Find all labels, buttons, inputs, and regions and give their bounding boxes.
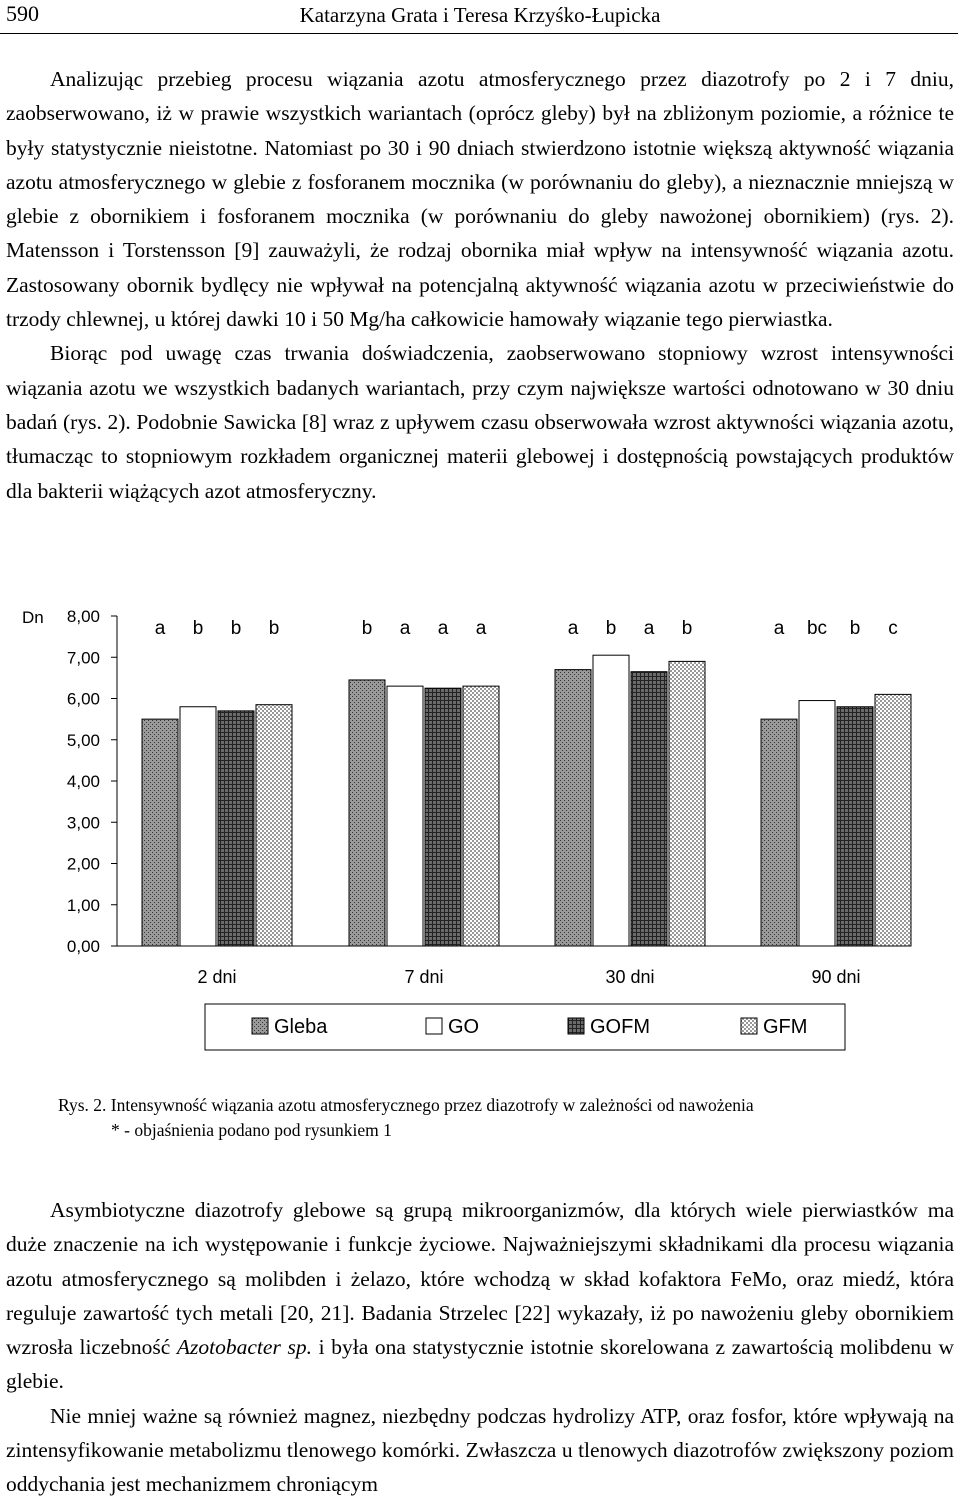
legend-swatch [426, 1018, 442, 1034]
paragraph: Biorąc pod uwagę czas trwania doświadczenia, zaobserwowano stopniowy wzrost intensywności wiązania azotu we wszystkich badanych wariantach, przy czym największe wartości odnotowano w 30 dniu badań (rys. 2). Podobnie Sawicka [8] wraz z upływem czasu obserwowała wzrost aktywności wiązania azotu, tłumacząc to stopniowym rozkładem organicznej materii glebowej i dostępnością powstających produktów dla bakterii wiążących azot atmosferyczny. [6, 341, 954, 503]
caption-line: Rys. 2. Intensywność wiązania azotu atmosferycznego przez diazotrofy w zależności od nawożenia [58, 1095, 754, 1115]
page-header [0, 0, 960, 36]
bar-go-3 [799, 701, 835, 946]
y-tick-label: 4,00 [66, 772, 100, 791]
paragraph: Analizując przebieg procesu wiązania azotu atmosferycznego przez diazotrofy po 2 i 7 dniu, zaobserwowano, iż w prawie wszystkich wariantach (oprócz gleby) był na zbliżonym poziomie, a różnice te były statystycznie nieistotne. Natomiast po 30 i 90 dniach stwierdzono istotnie większą aktywność wiązania azotu atmosferycznego w glebie z fosforanem mocznika (w porównaniu do gleby), a nieznacznie mniejszą w glebie z obornikiem i fosforanem mocznika (w porównaniu do gleby nawożonej obornikiem) (rys. 2). Matensson i Torstensson [9] zauważyli, że rodzaj obornika miał wpływ na intensywność wiązania azotu. Zastosowany obornik bydlęcy nie wpływał na potencjalną aktywność wiązania azotu w przeciwieństwie do trzody chlewnej, u której dawki 10 i 50 Mg/ha całkowicie hamowały wiązanie tego pierwiastka. [6, 67, 954, 332]
significance-letter: a [437, 618, 449, 639]
significance-letters [155, 618, 898, 639]
significance-letter: bc [806, 618, 828, 639]
significance-letter: a [154, 618, 166, 639]
bar-gfm-0 [256, 705, 292, 946]
bar-go-2 [593, 655, 629, 946]
bar-go-0 [180, 707, 216, 946]
page-number: 590 [6, 1, 39, 26]
significance-letter: a [643, 618, 655, 639]
y-tick-label: 0,00 [66, 937, 100, 956]
header-rule [0, 33, 958, 34]
figure-caption [58, 1093, 754, 1143]
y-tick-label: 8,00 [66, 607, 100, 626]
bar-gofm-1 [425, 688, 461, 946]
bar-gleba-1 [349, 680, 385, 946]
bar-gfm-1 [463, 686, 499, 946]
bar-go-1 [387, 686, 423, 946]
paragraph: Asymbiotyczne diazotrofy glebowe są grupą mikroorganizmów, dla których wiele pierwiastków ma duże znaczenie na ich występowanie i funkcje życiowe. Najważniejszymi składnikami dla procesu wiązania azotu atmosferycznego są molibden i żelazo, które wchodzą w skład kofaktora FeMo, oraz miedź, która reguluje zawartość tych metali [20, 21]. Badania Strzelec [22] wykazały, iż po nawożeniu gleby obornikiem wzrosła liczebność Azotobacter sp. i była ona statystycznie istotnie skorelowana z zawartością molibdenu w glebie. [6, 1198, 954, 1394]
legend-swatch [568, 1018, 584, 1034]
bar-chart [0, 596, 960, 1086]
significance-letter: a [773, 618, 785, 639]
bar-gleba-2 [555, 670, 591, 946]
y-axis-label: Dn [22, 608, 44, 627]
significance-letter: a [475, 618, 487, 639]
legend-swatch [741, 1018, 757, 1034]
y-tick-label: 2,00 [66, 854, 100, 874]
y-axis [67, 607, 117, 956]
bar-gleba-3 [761, 719, 797, 946]
significance-letter: a [399, 618, 411, 639]
paragraph: Nie mniej ważne są również magnez, niezbędny podczas hydrolizy ATP, oraz fosfor, które wpływają na zintensyfikowanie metabolizmu tlenowego komórki. Zwłaszcza u tlenowych diazotrofów zwiększony poziom oddychania jest mechanizmem chroniącym [6, 1403, 954, 1497]
y-tick-label: 1,00 [66, 895, 100, 915]
legend-swatch [252, 1018, 268, 1034]
species-name: Azotobacter sp. [176, 1335, 312, 1360]
bar-gfm-2 [669, 661, 705, 946]
legend-label: Gleba [274, 1016, 328, 1038]
significance-letter: b [681, 618, 693, 639]
x-tick-label: 7 dni [404, 967, 444, 987]
y-tick-label: 5,00 [66, 730, 100, 750]
y-tick-label: 7,00 [66, 648, 100, 668]
body-text-bottom [6, 1193, 954, 1502]
x-axis-labels [117, 946, 906, 987]
running-head-authors: Katarzyna Grata i Teresa Krzyśko-Łupicka [299, 3, 661, 27]
legend-label: GFM [763, 1016, 808, 1038]
legend [205, 1004, 845, 1050]
significance-letter: b [605, 618, 617, 639]
significance-letter: a [567, 618, 579, 639]
y-tick-label: 3,00 [66, 813, 100, 833]
x-tick-label: 30 dni [605, 967, 655, 987]
significance-letter: b [268, 618, 280, 639]
bar-gofm-0 [218, 711, 254, 946]
significance-letter: b [361, 618, 373, 639]
bar-gofm-2 [631, 672, 667, 946]
significance-letter: b [849, 618, 861, 639]
significance-letter: b [230, 618, 242, 639]
legend-label: GOFM [590, 1016, 650, 1038]
caption-note: * - objaśnienia podano pod rysunkiem 1 [111, 1120, 392, 1140]
significance-letter: b [192, 618, 204, 639]
significance-letter: c [888, 618, 898, 639]
x-tick-label: 2 dni [197, 967, 237, 987]
bar-gleba-0 [142, 719, 178, 946]
legend-label: GO [448, 1016, 480, 1038]
y-tick-label: 6,00 [66, 689, 100, 709]
x-tick-label: 90 dni [811, 967, 861, 987]
bar-gofm-3 [837, 707, 873, 946]
bars [142, 655, 911, 946]
bar-gfm-3 [875, 694, 911, 946]
body-text-top [6, 62, 954, 508]
